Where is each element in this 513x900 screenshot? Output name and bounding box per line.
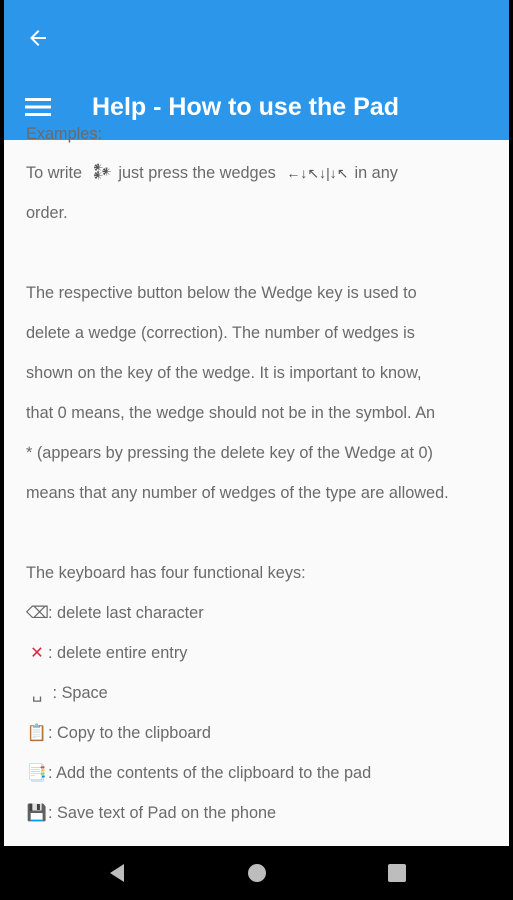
keys-heading: The keyboard has four functional keys:	[26, 564, 306, 582]
paragraph-line: shown on the key of the wedge. It is important to know,	[26, 364, 422, 382]
system-nav-bar	[0, 846, 513, 900]
paragraph-line: means that any number of wedges of the type are allowed.	[26, 484, 449, 502]
key-item-backspace: ⌫: delete last character	[26, 593, 496, 633]
paragraph-line: delete a wedge (correction). The number of wedges is	[26, 324, 415, 342]
key-item-delete-all: ✕ : delete entire entry	[26, 633, 496, 673]
example-continuation: order.	[26, 204, 68, 222]
paragraph-line: * (appears by pressing the delete key of the Wedge at 0)	[26, 444, 433, 462]
cross-mark-icon: ✕	[30, 644, 44, 662]
help-screen	[4, 0, 509, 900]
examples-heading: Examples:	[26, 125, 103, 143]
nav-recents-button[interactable]	[367, 846, 427, 900]
help-content[interactable]	[4, 125, 509, 846]
backspace-icon: ⌫	[26, 604, 50, 622]
cuneiform-symbol-icon: 𒀯	[92, 165, 113, 181]
page-title: Help - How to use the Pad	[92, 93, 399, 121]
hamburger-menu-icon	[25, 96, 51, 118]
nav-back-icon	[106, 862, 126, 884]
key-item-save: 💾: Save text of Pad on the phone	[26, 793, 496, 833]
nav-home-icon	[247, 863, 267, 883]
floppy-disk-icon: 💾	[26, 804, 48, 822]
paragraph-line: that 0 means, the wedge should not be in the symbol. An	[26, 404, 436, 422]
nav-home-button[interactable]	[227, 846, 287, 900]
key-item-space: ␣ : Space	[26, 673, 496, 713]
nav-recents-icon	[387, 863, 407, 883]
nav-back-button[interactable]	[86, 846, 146, 900]
arrow-back-icon	[26, 26, 50, 50]
paragraph-line: The respective button below the Wedge key is used to	[26, 284, 417, 302]
paste-icon: 📑	[26, 764, 48, 782]
key-item-copy: 📋: Copy to the clipboard	[26, 713, 496, 753]
app-bar	[4, 0, 509, 140]
space-icon: ␣	[31, 684, 43, 702]
menu-button[interactable]	[22, 92, 54, 122]
wedge-sequence: ←↓↖↓|↓↖	[286, 165, 349, 181]
back-button[interactable]	[22, 22, 54, 54]
example-line: To write 𒀯 just press the wedges ←↓↖↓|↓↖ in any	[26, 153, 496, 193]
clipboard-icon: 📋	[26, 724, 48, 742]
help-text	[26, 125, 496, 833]
key-item-paste: 📑: Add the contents of the clipboard to the pad	[26, 753, 496, 793]
